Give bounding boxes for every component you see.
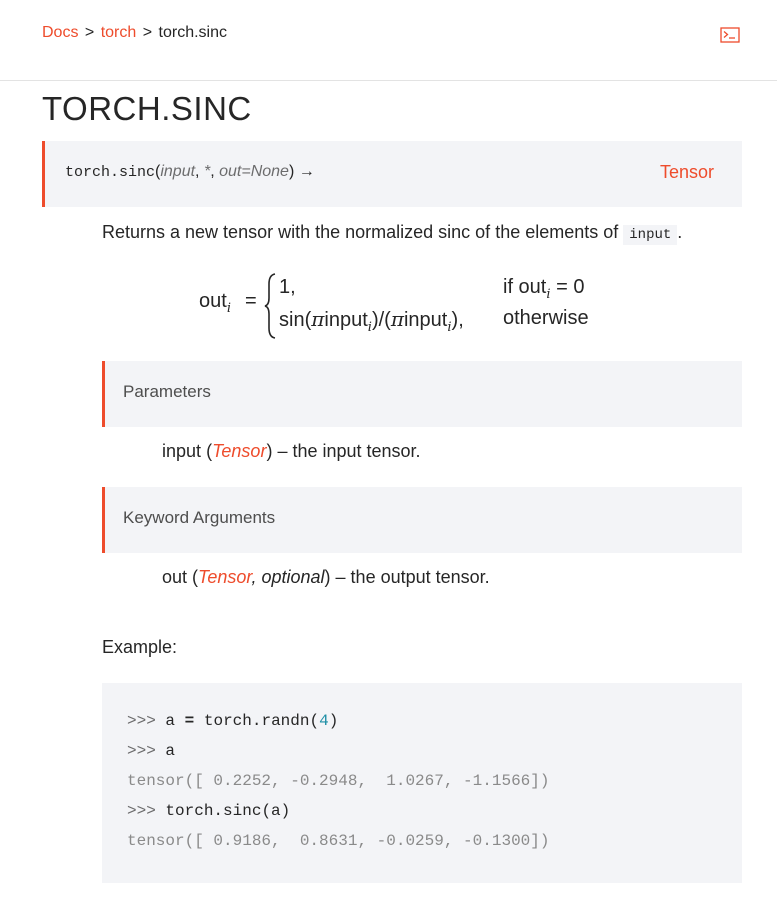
return-type-link[interactable]: Tensor — [660, 162, 715, 182]
description-text: Returns a new tensor with the normalized sinc of the elements of — [102, 222, 619, 242]
parameters-heading — [102, 361, 742, 427]
signature-comma: , — [210, 163, 215, 180]
formula-case2-condition: otherwise — [503, 307, 589, 329]
breadcrumb-torch-link[interactable]: torch — [100, 24, 137, 41]
formula-equals: = — [245, 290, 257, 312]
breadcrumb — [42, 24, 227, 42]
terminal-icon[interactable] — [720, 27, 740, 43]
description-end: . — [677, 222, 683, 242]
param-type-link[interactable]: Tensor — [212, 441, 267, 461]
signature-star: * — [203, 163, 211, 180]
keyword-arguments-heading — [102, 487, 742, 553]
param-description: – the input tensor. — [277, 441, 421, 461]
function-signature — [42, 141, 742, 207]
param-close-paren: ) — [266, 441, 273, 461]
formula-case1-value: 1, — [279, 276, 296, 298]
page-title: TORCH.SINC — [42, 90, 252, 127]
kwarg-description: – the output tensor. — [335, 567, 490, 587]
breadcrumb-separator: > — [142, 24, 153, 41]
signature-open-paren: ( — [155, 163, 161, 180]
breadcrumb-current: torch.sinc — [158, 24, 227, 41]
formula — [199, 270, 619, 342]
code-line: >>> torch.sinc(a) — [127, 802, 291, 820]
formula-lhs: out$_i$ — [199, 290, 231, 316]
kwarg-comma: , — [251, 567, 257, 587]
signature-arg-input: input — [160, 163, 196, 180]
inline-code-input: input — [623, 225, 677, 245]
signature-equals: = — [241, 163, 251, 180]
kwarg-optional: optional — [261, 567, 325, 587]
keyword-arguments-heading-label: Keyword Arguments — [123, 508, 276, 527]
signature-code — [65, 163, 315, 181]
kwarg-close-paren: ) — [324, 567, 331, 587]
signature-comma: , — [195, 163, 200, 180]
function-name: torch.sinc — [65, 164, 156, 181]
kwarg-name: out — [162, 567, 188, 587]
breadcrumb-separator: > — [84, 24, 95, 41]
kwarg-type-link[interactable]: Tensor — [198, 567, 252, 587]
left-brace-icon — [263, 272, 277, 340]
signature-close-paren: ) — [288, 163, 295, 180]
formula-case1-condition: if out$_i$ = 0 — [503, 276, 585, 302]
code-output-line: tensor([ 0.2252, -0.2948, 1.0267, -1.1566]) — [127, 772, 550, 790]
signature-default: None — [250, 163, 289, 180]
code-line: >>> a — [127, 742, 176, 760]
return-arrow: → — [298, 163, 315, 180]
kwarg-open-paren: ( — [192, 567, 199, 587]
param-name: input — [162, 441, 202, 461]
breadcrumb-docs-link[interactable]: Docs — [42, 24, 79, 41]
signature-arg-out: out — [219, 163, 242, 180]
keyword-argument-out — [162, 567, 490, 588]
code-example-block — [102, 683, 742, 883]
code-line: >>> a = torch.randn(4) — [127, 712, 339, 730]
code-output-line: tensor([ 0.9186, 0.8631, -0.0259, -0.1300]) — [127, 832, 550, 850]
formula-case2-value: sin(πinput$_i$)/(πinput$_i$), — [279, 307, 464, 335]
description — [102, 222, 682, 243]
parameter-input — [162, 441, 421, 462]
example-label: Example: — [102, 637, 178, 657]
parameters-heading-label: Parameters — [123, 382, 211, 401]
param-open-paren: ( — [206, 441, 213, 461]
top-header — [0, 0, 777, 81]
